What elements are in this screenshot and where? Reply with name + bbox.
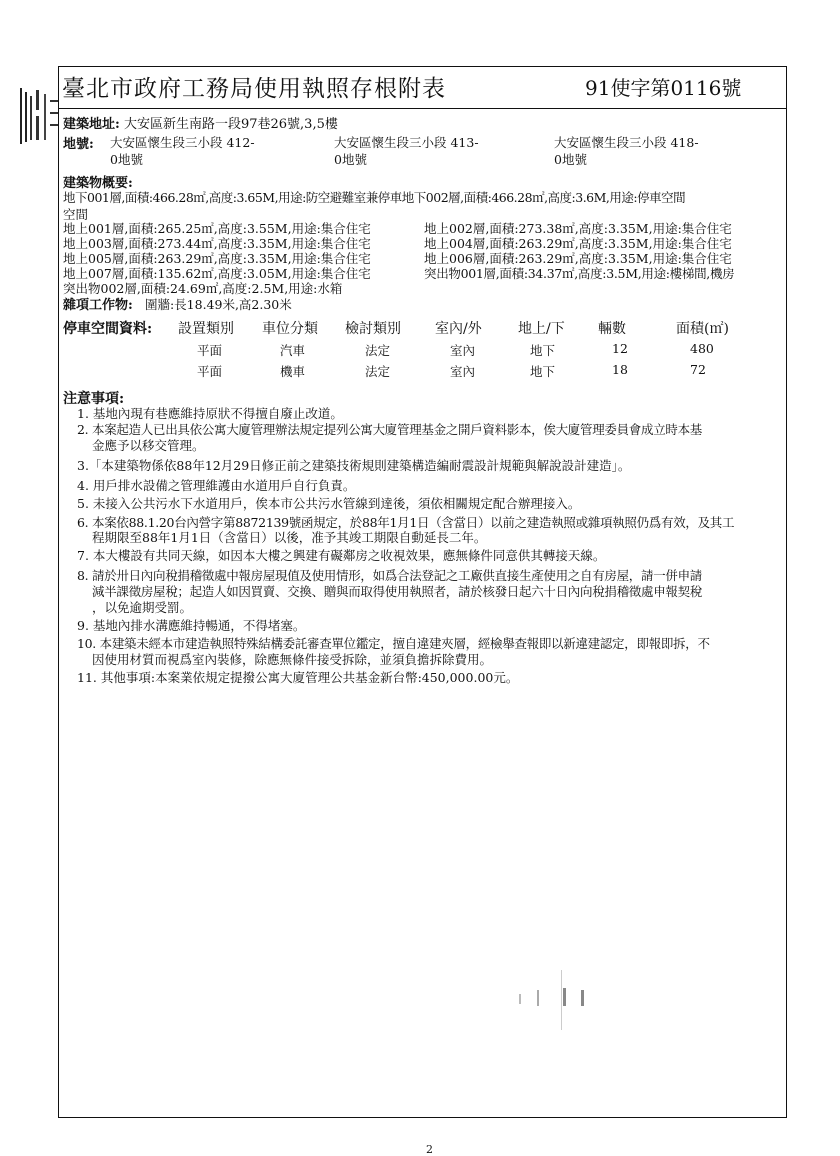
parking-cell: 平面 (197, 364, 223, 379)
note-line: 程期限至88年1月1日（含當日）以後，准予其竣工期限自動延長二年。 (92, 530, 487, 545)
parking-cell: 室內 (450, 364, 476, 379)
note-line: 4. 用戶排水設備之管理維護由水道用戶自行負責。 (77, 478, 356, 493)
address-label: 建築地址: (63, 117, 120, 132)
page-title: 臺北市政府工務局使用執照存根附表 (62, 76, 446, 102)
basement-floors-line-cont: 空間 (63, 207, 89, 222)
floor-row-left: 地上003層,面積:273.44㎡,高度:3.35M,用途:集合住宅 (63, 236, 371, 251)
page-number: 2 (426, 1143, 433, 1156)
parking-cell: 法定 (365, 343, 391, 358)
parking-cell: 室內 (450, 343, 476, 358)
misc-works-label: 雜項工作物: (63, 298, 133, 313)
floor-row-left: 地上001層,面積:265.25㎡,高度:3.55M,用途:集合住宅 (63, 221, 371, 236)
parking-cell: 12 (612, 341, 628, 356)
land-lot-3-suffix: 0地號 (554, 152, 587, 167)
land-lot-label: 地號: (63, 137, 94, 152)
parking-cell: 480 (690, 341, 714, 356)
misc-works-value: 圍牆:長18.49米,高2.30米 (144, 297, 292, 312)
protrusion-row: 突出物002層,面積:24.69㎡,高度:2.5M,用途:水箱 (63, 281, 343, 296)
notes-heading: 注意事項: (63, 391, 125, 407)
basement-floors-line: 地下001層,面積:466.28㎡,高度:3.65M,用途:防空避難室兼停車地下002層,面積:466.28㎡,高度:3.6M,用途:停車空間 (63, 190, 686, 205)
address-row (63, 113, 338, 132)
land-lot-3: 大安區懷生段三小段 418- (554, 135, 699, 150)
note-line: 11. 其他事項:本案業依規定提撥公寓大廈管理公共基金新台幣:450,000.00元。 (77, 670, 519, 685)
title-divider (58, 108, 787, 109)
parking-cell: 地下 (530, 343, 556, 358)
parking-cell: 地下 (530, 364, 556, 379)
parking-cell: 18 (612, 362, 628, 377)
land-lot-1-suffix: 0地號 (110, 152, 143, 167)
note-line: 減半課徵房屋稅；起造人如因買賣、交換、贈與而取得使用執照者，請於核發日起六十日內向稅捐稽徵處申報契稅 (92, 584, 703, 599)
parking-header-review-type: 檢討類別 (345, 321, 401, 337)
parking-cell: 機車 (280, 364, 306, 379)
land-lot-2: 大安區懷生段三小段 413- (334, 135, 479, 150)
note-line: 金應予以移交管理。 (92, 438, 205, 453)
note-line: 10. 本建築未經本市建造執照特殊結構委託審查單位鑑定，擅自違建夾層，經檢舉查報即以新違建認定，即報即拆，不 (77, 636, 710, 651)
note-line: 6. 本案依88.1.20台內營字第8872139號函規定，於88年1月1日（含當日）以前之建造執照或雜項執照仍爲有效，及其工 (77, 515, 735, 530)
note-line: 7. 本大樓設有共同天線，如因本大樓之興建有礙鄰房之收視效果，應無條件同意供其轉接天線。 (77, 548, 606, 563)
address-value: 大安區新生南路一段97巷26號,3,5樓 (123, 117, 338, 132)
parking-cell: 72 (690, 362, 706, 377)
parking-header-setup-type: 設置類別 (178, 321, 234, 337)
parking-cell: 汽車 (280, 343, 306, 358)
parking-header-indoor-outdoor: 室內/外 (435, 321, 482, 337)
floor-row-right: 地上006層,面積:263.29㎡,高度:3.35M,用途:集合住宅 (424, 251, 732, 266)
parking-header-count: 輛數 (598, 321, 626, 337)
note-line: 8. 請於卅日內向稅捐稽徵處中報房屋現值及使用情形，如爲合法登記之工廠供直接生產使用之自有房屋，請一併申請 (77, 568, 703, 583)
parking-header-above-below: 地上/下 (518, 321, 565, 337)
misc-works-row (63, 294, 292, 313)
faint-stamp-marks (515, 960, 590, 1040)
note-line: 3.「本建築物係依88年12月29日修正前之建築技術規則建築構造編耐震設計規範與解說設計建造」。 (77, 458, 631, 473)
permit-number: 91使字第0116號 (585, 76, 742, 100)
floor-row-left: 地上005層,面積:263.29㎡,高度:3.35M,用途:集合住宅 (63, 251, 371, 266)
parking-header-area: 面積(㎡) (676, 321, 729, 337)
floor-row-left: 地上007層,面積:135.62㎡,高度:3.05M,用途:集合住宅 (63, 266, 371, 281)
note-line: 因使用材質而視爲室內裝修，除應無條件接受拆除，並須負擔拆除費用。 (92, 652, 493, 667)
scan-edge-marks (18, 86, 62, 146)
building-summary-heading: 建築物概要: (63, 176, 133, 191)
parking-cell: 法定 (365, 364, 391, 379)
note-line: 2. 本案起造人已出具依公寓大廈管理辦法規定提列公寓大廈管理基金之開戶資料影本，俟大廈管理委員會成立時本基 (77, 422, 703, 437)
note-line: ，以免逾期受罰。 (92, 600, 193, 615)
floor-row-right: 突出物001層,面積:34.37㎡,高度:3.5M,用途:樓梯間,機房 (424, 266, 735, 281)
land-lot-2-suffix: 0地號 (334, 152, 367, 167)
note-line: 1. 基地內現有巷應維持原狀不得擅自廢止改道。 (77, 406, 343, 421)
parking-cell: 平面 (197, 343, 223, 358)
note-line: 5. 未接入公共污水下水道用戶，俟本市公共污水管線到達後，須依相關規定配合辦理接入。 (77, 496, 581, 511)
land-lot-1: 大安區懷生段三小段 412- (110, 135, 255, 150)
note-line: 9. 基地內排水溝應維持暢通，不得堵塞。 (77, 618, 306, 633)
parking-header-space-class: 車位分類 (262, 321, 318, 337)
floor-row-right: 地上004層,面積:263.29㎡,高度:3.35M,用途:集合住宅 (424, 236, 732, 251)
floor-row-right: 地上002層,面積:273.38㎡,高度:3.35M,用途:集合住宅 (424, 221, 732, 236)
parking-label: 停車空間資料: (63, 321, 153, 337)
